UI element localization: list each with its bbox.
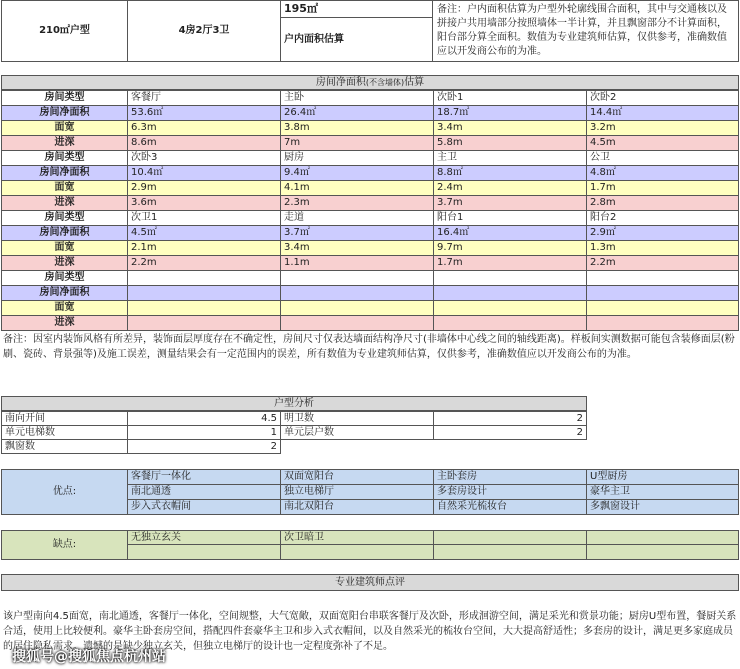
room-type-value (127, 270, 281, 286)
room-depth-value: 7m (280, 135, 434, 151)
pros-item: 南北通透 (127, 484, 281, 500)
room-type-value: 阳台1 (433, 210, 587, 226)
pros-item: 步入式衣帽间 (127, 499, 281, 515)
room-type-value (586, 270, 739, 286)
room-width-label: 面宽 (1, 180, 128, 196)
room-depth-value: 2.2m (586, 255, 739, 271)
pros-item: 豪华主卫 (586, 484, 739, 500)
review-title: 专业建筑师点评 (1, 574, 739, 591)
rooms-title-small: (不含墙体) (365, 78, 405, 87)
room-width-label: 面宽 (1, 120, 128, 136)
cons-item: 次卫暗卫 (280, 530, 434, 545)
rooms-title-main: 房间净面积 (315, 77, 366, 88)
room-depth-value: 5.8m (433, 135, 587, 151)
room-width-value (586, 300, 739, 316)
indoor-area-note: 备注：户内面积估算为户型外轮廓线围合面积，其中与交通核以及拼接户共用墙部分按照墙体一半计算，并且飘窗部分不计算面积，阳台部分算全面积。数值为专业建筑师估算，仅供参考，准确数值应以开发商公布的为准。 (432, 0, 739, 62)
room-depth-value: 3.7m (433, 195, 587, 211)
room-depth-value: 1.1m (280, 255, 434, 271)
pros-item: 主卧套房 (433, 469, 587, 485)
room-width-value (127, 300, 281, 316)
room-area-value: 18.7㎡ (433, 105, 587, 121)
pros-label: 优点: (1, 469, 128, 515)
room-width-value: 3.2m (586, 120, 739, 136)
watermark: 搜狐号@搜狐焦点杭州站 (12, 649, 166, 665)
room-area-value: 14.4㎡ (586, 105, 739, 121)
room-width-value (280, 300, 434, 316)
analysis-left-label: 单元电梯数 (1, 425, 128, 440)
pros-item: 自然采光梳妆台 (433, 499, 587, 515)
indoor-area-label: 户内面积估算 (280, 17, 433, 62)
room-area-label: 房间净面积 (1, 165, 128, 181)
analysis-right-label: 单元层户数 (280, 425, 434, 440)
rooms-note: 备注：因室内装饰风格有所差异，装饰面层厚度存在不确定性，房间尺寸仅表达墙面结构净尺寸(非墙体中心线之间的轴线距离)。样板间实测数据可能包含装修面层(粉刷、瓷砖、背景强等)及施工误差，测量结果会有一定范围内的误差，所有数值为专业建筑师估算，仅供参考，准确数值应以开发商公布的为准。 (3, 334, 735, 360)
room-area-value: 10.4㎡ (127, 165, 281, 181)
room-type-label: 房间类型 (1, 270, 128, 286)
room-width-value: 3.4m (433, 120, 587, 136)
room-depth-label: 进深 (1, 315, 128, 331)
cons-empty-cell (127, 544, 281, 560)
review-text: 该户型南向4.5面宽，南北通透，客餐厅一体化，空间规整，大气宽敞，双面宽阳台串联客餐厅及次卧，形成洄游空间，满足采光和赏景功能；厨房U型布置，餐厨关系合适，使用上比较便利。豪华主卧套房空间，搭配四件套豪华主卫和步入式衣帽间，以及自然采光的梳妆台空间，大大提高舒适性；多套房的设计，满足更多家庭成员的居住隐私需求。遗憾的是缺少独立玄关，但独立电梯厅的设计也一定程度弥补了不足。 (3, 611, 737, 652)
room-area-value: 26.4㎡ (280, 105, 434, 121)
indoor-area-value: 195㎡ (280, 0, 433, 18)
room-width-value: 1.3m (586, 240, 739, 256)
cons-item (433, 530, 587, 545)
room-depth-value: 2.2m (127, 255, 281, 271)
layout-cell: 4房2厅3卫 (127, 0, 281, 62)
room-width-label: 面宽 (1, 240, 128, 256)
room-depth-value: 3.6m (127, 195, 281, 211)
room-type-value: 次卧3 (127, 150, 281, 166)
analysis-right-value: 2 (433, 411, 587, 426)
room-width-value: 3.4m (280, 240, 434, 256)
room-depth-label: 进深 (1, 135, 128, 151)
room-area-value: 4.5㎡ (127, 225, 281, 241)
room-width-value: 6.3m (127, 120, 281, 136)
analysis-right-label: 明卫数 (280, 411, 434, 426)
rooms-table-title (1, 75, 739, 90)
analysis-left-value: 4.5 (127, 411, 281, 426)
pros-item: 南北双阳台 (280, 499, 434, 515)
room-depth-value: 2.3m (280, 195, 434, 211)
pros-item: 双面宽阳台 (280, 469, 434, 485)
room-area-value: 2.9㎡ (586, 225, 739, 241)
room-area-value: 53.6㎡ (127, 105, 281, 121)
room-type-value: 主卧 (280, 90, 434, 106)
rooms-title-suffix: 估算 (404, 77, 425, 88)
pros-item: 独立电梯厅 (280, 484, 434, 500)
cons-empty-cell (586, 544, 739, 560)
room-width-value: 2.4m (433, 180, 587, 196)
room-width-value: 2.1m (127, 240, 281, 256)
room-area-label: 房间净面积 (1, 225, 128, 241)
room-area-value (433, 285, 587, 301)
room-type-value: 次卧2 (586, 90, 739, 106)
room-type-value: 主卫 (433, 150, 587, 166)
pros-item: 多套房设计 (433, 484, 587, 500)
pros-item: 客餐厅一体化 (127, 469, 281, 485)
room-depth-label: 进深 (1, 195, 128, 211)
room-area-label: 房间净面积 (1, 105, 128, 121)
room-type-value: 次卫1 (127, 210, 281, 226)
room-type-label: 房间类型 (1, 90, 128, 106)
room-area-value (280, 285, 434, 301)
pros-item: 多飘窗设计 (586, 499, 739, 515)
room-width-value (433, 300, 587, 316)
cons-item: 无独立玄关 (127, 530, 281, 545)
room-depth-value: 4.5m (586, 135, 739, 151)
analysis-left-value: 1 (127, 425, 281, 440)
cons-label: 缺点: (1, 530, 128, 560)
room-area-value (586, 285, 739, 301)
room-type-value (280, 270, 434, 286)
room-depth-value: 2.8m (586, 195, 739, 211)
room-type-label: 房间类型 (1, 210, 128, 226)
room-width-value: 9.7m (433, 240, 587, 256)
room-width-value: 1.7m (586, 180, 739, 196)
room-type-value: 次卧1 (433, 90, 587, 106)
cons-item (586, 530, 739, 545)
room-depth-value: 1.7m (433, 255, 587, 271)
room-width-value: 3.8m (280, 120, 434, 136)
analysis-right-value: 2 (433, 425, 587, 440)
room-type-label: 房间类型 (1, 150, 128, 166)
analysis-title: 户型分析 (1, 396, 587, 411)
room-area-value: 8.8㎡ (433, 165, 587, 181)
room-depth-label: 进深 (1, 255, 128, 271)
room-area-value: 3.7㎡ (280, 225, 434, 241)
unit-type-cell: 210㎡户型 (1, 0, 128, 62)
room-area-label: 房间净面积 (1, 285, 128, 301)
cons-empty-cell (433, 544, 587, 560)
room-type-value: 走道 (280, 210, 434, 226)
pros-item: U型厨房 (586, 469, 739, 485)
room-type-value: 厨房 (280, 150, 434, 166)
room-type-value: 客餐厅 (127, 90, 281, 106)
room-area-value (127, 285, 281, 301)
room-type-value: 公卫 (586, 150, 739, 166)
room-width-label: 面宽 (1, 300, 128, 316)
analysis-left-value: 2 (127, 439, 281, 454)
room-type-value: 阳台2 (586, 210, 739, 226)
room-depth-value (127, 315, 281, 331)
room-area-value: 16.4㎡ (433, 225, 587, 241)
room-type-value (433, 270, 587, 286)
room-depth-value: 8.6m (127, 135, 281, 151)
room-area-value: 9.4㎡ (280, 165, 434, 181)
room-width-value: 4.1m (280, 180, 434, 196)
room-depth-value (280, 315, 434, 331)
room-depth-value (586, 315, 739, 331)
room-depth-value (433, 315, 587, 331)
room-width-value: 2.9m (127, 180, 281, 196)
cons-empty-cell (280, 544, 434, 560)
analysis-left-label: 南向开间 (1, 411, 128, 426)
analysis-left-label: 飘窗数 (1, 439, 128, 454)
room-area-value: 4.8㎡ (586, 165, 739, 181)
